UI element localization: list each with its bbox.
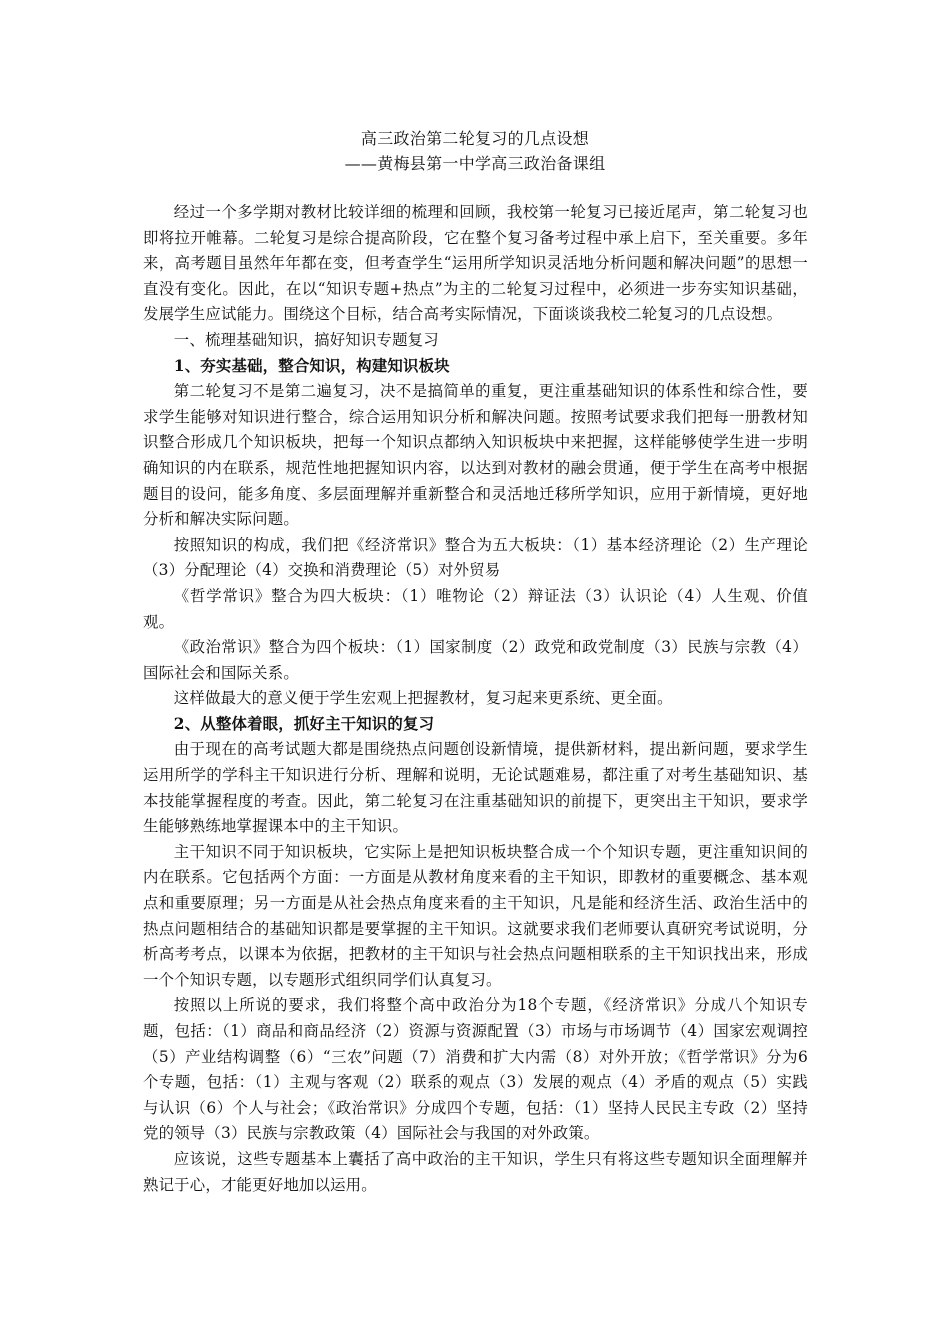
document-body <box>143 200 808 1198</box>
paragraph: 这样做最大的意义便于学生宏观上把握教材，复习起来更系统、更全面。 <box>173 689 673 708</box>
paragraph: 第二轮复习不是第二遍复习，决不是搞简单的重复，更注重基础知识的体系性和综合性，要求学生能够对知识进行整合，综合运用知识分析和解决问题。按照考试要求我们把每一册教材知识整合形成几个知识板块，把每一个知识点都纳入知识板块中来把握，这样能够使学生进一步明确知识的内在联系，规范性地把握知识内容，以达到对教材的融会贯通，便于学生在高考中根据题目的设问，能多角度、多层面理解并重新整合和灵活地迁移所学知识，应用于新情境，更好地分析和解决实际问题。 <box>143 382 808 529</box>
paragraph: 《政治常识》整合为四个板块：（1）国家制度（2）政党和政党制度（3）民族与宗教（4）国际社会和国际关系。 <box>143 638 808 682</box>
section-heading-1: 一、梳理基础知识，搞好知识专题复习 <box>173 330 439 349</box>
paragraph: 主干知识不同于知识板块，它实际上是把知识板块整合成一个个知识专题，更注重知识间的内在联系。它包括两个方面：一方面是从教材角度来看的主干知识，即教材的重要概念、基本观点和重要原理；另一方面是从社会热点角度来看的主干知识，凡是能和经济生活、政治生活中的热点问题相结合的基础知识都是要掌握的主干知识。这就要求我们老师要认真研究考试说明，分析高考考点，以课本为依据，把教材的主干知识与社会热点问题相联系的主干知识找出来，形成一个个知识专题，以专题形式组织同学们认真复习。 <box>143 842 808 989</box>
paragraph: 应该说，这些专题基本上囊括了高中政治的主干知识，学生只有将这些专题知识全面理解并熟记于心，才能更好地加以运用。 <box>143 1149 808 1194</box>
subsection-heading-1: 1、夯实基础，整合知识，构建知识板块 <box>173 356 450 375</box>
paragraph: 《哲学常识》整合为四大板块：（1）唯物论（2）辩证法（3）认识论（4）人生观、价值观。 <box>143 586 808 631</box>
document-subtitle: ——黄梅县第一中学高三政治备课组 <box>344 154 606 173</box>
paragraph: 按照以上所说的要求，我们将整个高中政治分为18个专题，《经济常识》分成八个知识专题，包括：（1）商品和商品经济（2）资源与资源配置（3）市场与市场调节（4）国家宏观调控（5）产业结构调整（6）“三农”问题（7）消费和扩大内需（8）对外开放；《哲学常识》分为6个专题，包括：（1）主观与客观（2）联系的观点（3）发展的观点（4）矛盾的观点（5）实践与认识（6）个人与社会；《政治常识》分成四个专题，包括：（1）坚持人民民主专政（2）坚持党的领导（3）民族与宗教政策（4）国际社会与我国的对外政策。 <box>143 996 808 1143</box>
paragraph: 按照知识的构成，我们把《经济常识》整合为五大板块：（1）基本经济理论（2）生产理论（3）分配理论（4）交换和消费理论（5）对外贸易 <box>143 535 808 580</box>
subsection-heading-2: 2、从整体着眼，抓好主干知识的复习 <box>173 714 435 733</box>
paragraph-intro: 经过一个多学期对教材比较详细的梳理和回顾，我校第一轮复习已接近尾声，第二轮复习也即将拉开帷幕。二轮复习是综合提高阶段，它在整个复习备考过程中承上启下，至关重要。多年来，高考题目虽然年年都在变，但考查学生“运用所学知识灵活地分析问题和解决问题”的思想一直没有变化。因此，在以“知识专题+热点”为主的二轮复习过程中，必须进一步夯实知识基础，发展学生应试能力。围绕这个目标，结合高考实际情况，下面谈谈我校二轮复习的几点设想。 <box>143 203 808 324</box>
document-title: 高三政治第二轮复习的几点设想 <box>360 129 590 148</box>
paragraph: 由于现在的高考试题大都是围绕热点问题创设新情境，提供新材料，提出新问题，要求学生运用所学的学科主干知识进行分析、理解和说明，无论试题难易，都注重了对考生基础知识、基本技能掌握程度的考查。因此，第二轮复习在注重基础知识的前提下，更突出主干知识，要求学生能够熟练地掌握课本中的主干知识。 <box>143 740 808 836</box>
